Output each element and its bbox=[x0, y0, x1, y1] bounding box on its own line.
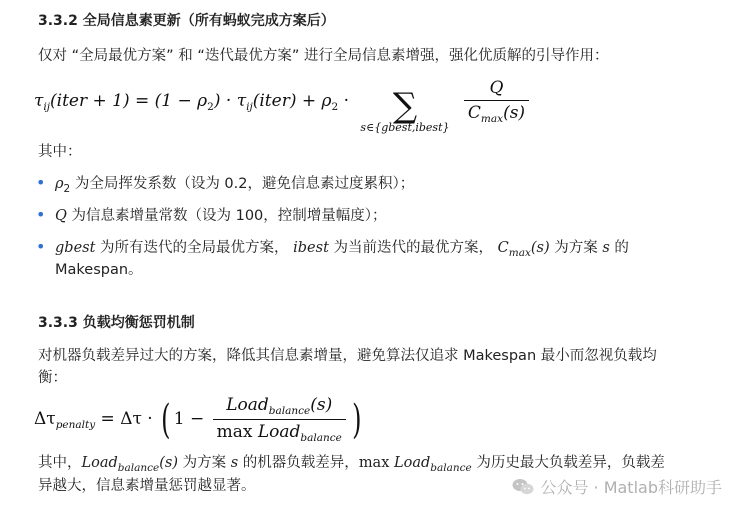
fraction bbox=[213, 395, 346, 444]
den-s: (s) bbox=[503, 103, 526, 123]
penalty-formula bbox=[34, 395, 364, 444]
ibest-symbol: ibest bbox=[293, 240, 329, 256]
sub-ij: ij bbox=[43, 101, 51, 113]
text: 为方案 bbox=[178, 455, 231, 471]
formula-part: · bbox=[338, 91, 350, 111]
cmax-symbol: C bbox=[497, 240, 509, 256]
sub-balance: balance bbox=[300, 432, 342, 444]
list-item-text: 为所有迭代的全局最优方案， bbox=[95, 240, 289, 256]
section-heading-3-3-3: 3.3.3 负载均衡惩罚机制 bbox=[38, 315, 195, 331]
sum-subscript: s∈{gbest,ibest} bbox=[360, 121, 450, 134]
wechat-icon bbox=[512, 478, 534, 496]
bullet-dot: • bbox=[36, 237, 46, 256]
s-symbol: s bbox=[230, 455, 239, 471]
den-c: C bbox=[467, 103, 481, 123]
formula-part: (iter + 1) = (1 − ρ bbox=[50, 91, 208, 111]
text: 为历史最大负载差异，负载差 bbox=[471, 455, 665, 471]
bullet-dot: • bbox=[36, 173, 46, 192]
watermark bbox=[512, 475, 722, 498]
list-item-text: 为信息素增量常数（设为 100，控制增量幅度）； bbox=[66, 208, 387, 224]
text: 其中， bbox=[38, 455, 82, 471]
bullet-dot: • bbox=[36, 205, 46, 224]
load-symbol: Load bbox=[257, 422, 301, 442]
load-symbol: Load bbox=[226, 395, 269, 415]
numerator bbox=[213, 395, 346, 419]
global-update-formula bbox=[34, 78, 532, 134]
s-symbol: s bbox=[602, 240, 610, 256]
sub-balance: balance bbox=[117, 462, 160, 474]
sub-balance: balance bbox=[430, 462, 472, 474]
q-symbol: Q bbox=[55, 208, 67, 224]
intro-paragraph: 仅对 “全局最优方案” 和 “迭代最优方案” 进行全局信息素增强，强化优质解的引导作用： bbox=[38, 48, 609, 64]
section-heading-3-3-2: 3.3.2 全局信息素更新（所有蚂蚁完成方案后） bbox=[38, 13, 335, 29]
list-item bbox=[55, 205, 725, 227]
sub-balance: balance bbox=[268, 405, 311, 417]
rho-symbol: ρ bbox=[55, 176, 64, 192]
list-item-text: 的 bbox=[609, 240, 629, 256]
penalty-paragraph-line1: 对机器负载差异过大的方案，降低其信息素增量，避免算法仅追求 Makespan 最小而忽视负载均 bbox=[38, 348, 657, 364]
sub-2: 2 bbox=[331, 101, 339, 113]
delta-tau: Δτ bbox=[34, 409, 56, 429]
sub-2: 2 bbox=[207, 101, 214, 113]
list-item-text: 为当前迭代的最优方案， bbox=[328, 240, 494, 256]
gbest-symbol: gbest bbox=[55, 240, 96, 256]
formula-part: = Δτ · bbox=[95, 409, 153, 429]
right-paren: ) bbox=[351, 396, 362, 443]
formula-part: 1 − bbox=[173, 409, 205, 429]
where-label: 其中： bbox=[38, 144, 82, 160]
denominator bbox=[464, 100, 529, 125]
sub-max: max bbox=[508, 247, 531, 259]
list-item-continuation: Makespan。 bbox=[55, 262, 143, 278]
cmax-arg: (s) bbox=[530, 240, 550, 256]
max-op: max bbox=[216, 422, 258, 442]
list-item-text: 为全局挥发系数（设为 0.2，避免信息素过度累积）； bbox=[70, 176, 415, 192]
sub-ij: ij bbox=[246, 101, 253, 113]
load-symbol: Load bbox=[81, 455, 118, 471]
watermark-text: 公众号 · Matlab科研助手 bbox=[540, 478, 722, 497]
fraction bbox=[464, 78, 529, 125]
sub-penalty: penalty bbox=[55, 419, 96, 431]
formula-part: (iter) + ρ bbox=[252, 91, 332, 111]
penalty-explanation-line2: 异越大，信息素增量惩罚越显著。 bbox=[38, 478, 256, 494]
left-paren: ( bbox=[161, 396, 171, 443]
load-arg: (s) bbox=[159, 455, 179, 471]
list-item-text: 为方案 bbox=[549, 240, 603, 256]
sub-2: 2 bbox=[63, 183, 71, 195]
max-op: max bbox=[358, 455, 394, 471]
tau-symbol: τ bbox=[34, 91, 44, 111]
summation bbox=[360, 86, 450, 134]
load-symbol: Load bbox=[394, 455, 431, 471]
penalty-paragraph-line2: 衡： bbox=[38, 370, 67, 386]
sigma-symbol: ∑ bbox=[392, 86, 418, 126]
text: 的机器负载差异， bbox=[238, 455, 359, 471]
denominator bbox=[213, 419, 346, 444]
numerator: Q bbox=[489, 78, 504, 98]
formula-part: ) · τ bbox=[213, 91, 247, 111]
load-arg: (s) bbox=[310, 395, 333, 415]
list-item bbox=[55, 173, 725, 200]
den-sub: max bbox=[480, 113, 504, 125]
